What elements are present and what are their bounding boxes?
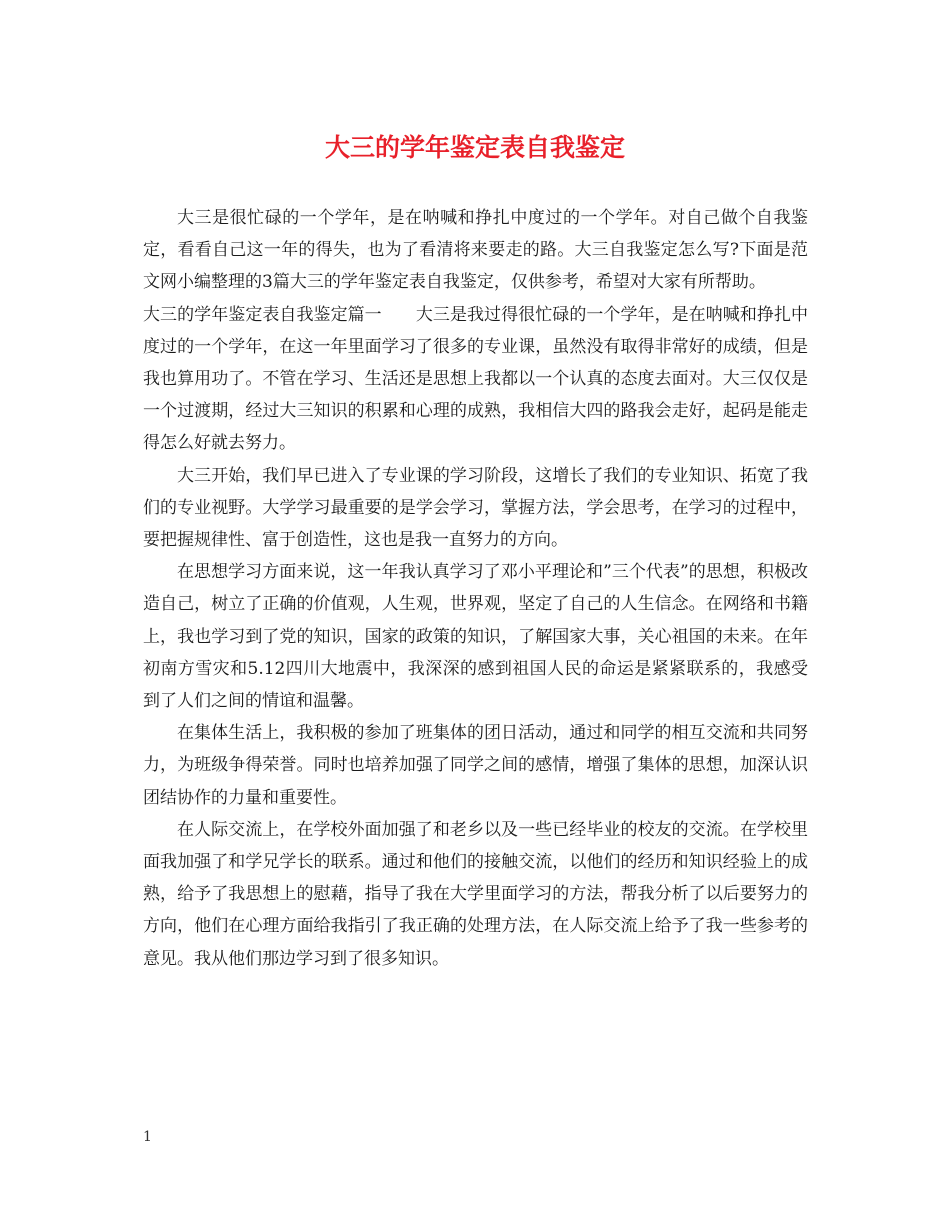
paragraph-study: 大三开始，我们早已进入了专业课的学习阶段，这增长了我们的专业知识、拓宽了我们的专业视野。大学学习最重要的是学会学习，掌握方法，学会思考，在学习的过程中，要把握规律性、富于创造性，这也是我一直努力的方向。 xyxy=(143,465,808,551)
paragraph-intro: 大三是很忙碌的一个学年，是在呐喊和挣扎中度过的一个学年。对自己做个自我鉴定，看看自己这一年的得失，也为了看清将来要走的路。大三自我鉴定怎么写?下面是范文网小编整理的3篇大三的学年鉴定表自我鉴定，仅供参考，希望对大家有所帮助。 xyxy=(143,208,808,293)
document-body xyxy=(143,202,808,975)
paragraph-thought: 在思想学习方面来说，这一年我认真学习了邓小平理论和”三个代表”的思想，积极改造自己，树立了正确的价值观，人生观，世界观，坚定了自己的人生信念。在网络和书籍上，我也学习到了党的知识，国家的政策的知识，了解国家大事，关心祖国的未来。在年初南方雪灾和5.12四川大地震中，我深深的感到祖国人民的命运是紧紧联系的，我感受到了人们之间的情谊和温馨。 xyxy=(143,562,808,712)
paragraph-collective-life: 在集体生活上，我积极的参加了班集体的团日活动，通过和同学的相互交流和共同努力，为班级争得荣誉。同时也培养加强了同学之间的感情，增强了集体的思想，加深认识团结协作的力量和重要性。 xyxy=(143,723,808,808)
page-number: 1 xyxy=(143,1129,152,1145)
page-title: 大三的学年鉴定表自我鉴定 xyxy=(324,133,625,162)
paragraph-section-one: 大三的学年鉴定表自我鉴定篇一 大三是我过得很忙碌的一个学年，是在呐喊和挣扎中度过的一个学年，在这一年里面学习了很多的专业课，虽然没有取得非常好的成绩，但是我也算用功了。不管在学习、生活还是思想上我都以一个认真的态度去面对。大三仅仅是一个过渡期，经过大三知识的积累和心理的成熟，我相信大四的路我会走好，起码是能走得怎么好就去努力。 xyxy=(143,304,808,454)
paragraph-interpersonal: 在人际交流上，在学校外面加强了和老乡以及一些已经毕业的校友的交流。在学校里面我加强了和学兄学长的联系。通过和他们的接触交流，以他们的经历和知识经验上的成熟，给予了我思想上的慰藉，指导了我在大学里面学习的方法，帮我分析了以后要努力的方向，他们在心理方面给我指引了我正确的处理方法，在人际交流上给予了我一些参考的意见。我从他们那边学习到了很多知识。 xyxy=(143,819,808,969)
